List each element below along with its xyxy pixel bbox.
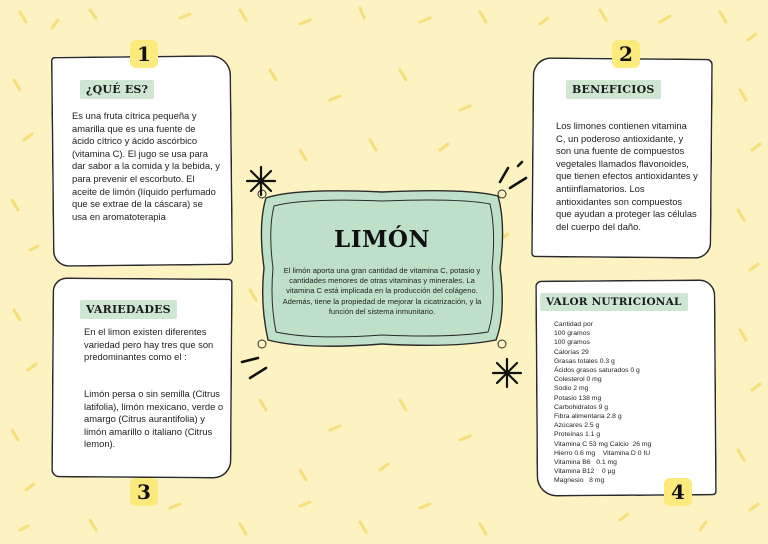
center-text: El limón aporta una gran cantidad de vitamina C, potasio y cantidades menores de otras vitaminas y minerales. La vitamina C está implicada en la producción del colágeno. Además, tiene la propiedad de mejorar la cicatrización, y la función del sistema inmunitario. xyxy=(282,266,482,316)
card-1-number: 1 xyxy=(130,40,158,68)
card-2-heading: BENEFICIOS xyxy=(566,80,661,99)
card-4-number: 4 xyxy=(664,478,692,506)
card-3-list: Limón persa o sin semilla (Citrus latifolia), limón mexicano, verde o amargo (Citrus aurantifolia) y limón amarillo o italiano (Citrus lemon). xyxy=(84,388,224,450)
card-4-text: Cantidad por 100 gramos 100 gramos Calorías 29 Grasas totales 0.3 g Ácidos grasos saturados 0 g Colesterol 0 mg Sodio 2 mg Potasio 138 mg Carbohidratos 9 g Fibra alimentaria 2.8 g Azúcares 2.5 g Proteínas 1.1 g Vitamina C 53 mg Calcio 26 mg Hierro 0.6 mg Vitamina D 0 IU Vitamina B6 0.1 mg Vitamina B12 0 µg Magnesio 8 mg xyxy=(554,321,652,485)
page-title: LIMÓN xyxy=(334,226,430,253)
card-3-number: 3 xyxy=(130,478,158,506)
sparkle-lines-icon xyxy=(494,160,534,194)
starburst-icon xyxy=(244,164,278,198)
card-1-heading: ¿QUÉ ES? xyxy=(80,80,154,99)
card-4-heading: VALOR NUTRICIONAL xyxy=(540,293,688,311)
sparkle-lines-icon xyxy=(236,354,276,384)
card-2-number: 2 xyxy=(612,40,640,68)
card-1-text: Es una fruta cítrica pequeña y amarilla que es una fuente de ácido cítrico y ácido ascórbico (vitamina C). El jugo se usa para dar sabor a la comida y la bebida, y para prevenir el escorbuto. El aceite de limón (líquido perfumado que se extrae de la cáscara) se usa en aromatoterapia xyxy=(72,110,220,222)
starburst-icon xyxy=(490,356,524,390)
card-3-heading: VARIEDADES xyxy=(80,300,177,319)
card-3-intro: En el limon existen diferentes variedad pero hay tres que son predominantes como el : xyxy=(84,326,214,363)
card-2-text: Los limones contienen vitamina C, un poderoso antioxidante, y son una fuente de compuestos vegetales llamados flavonoides, que tienen efectos antioxidantes y antiinflamatorios. Los antioxidantes son compuestos que ayudan a proteger las células del cuerpo del daño. xyxy=(556,120,698,232)
